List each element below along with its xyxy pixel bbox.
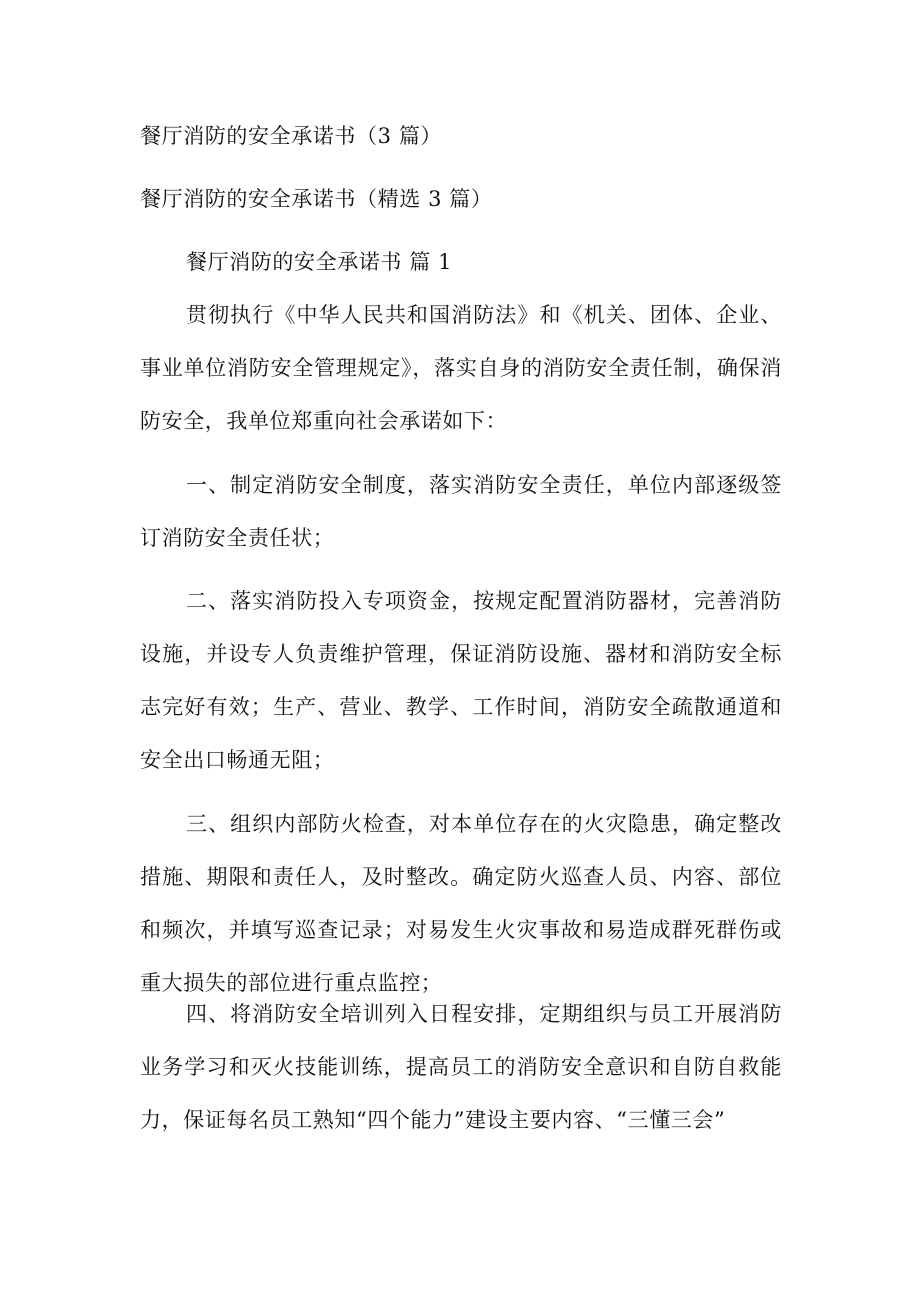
paragraph-item-2: 二、落实消防投入专项资金，按规定配置消防器材，完善消防设施，并设专人负责维护管理，保证消防设施、器材和消防安全标志完好有效；生产、营业、教学、工作时间，消防安全疏散通道和安全出口畅通无阻； — [140, 589, 782, 772]
paragraph-item-4: 四、将消防安全培训列入日程安排，定期组织与员工开展消防业务学习和灭火技能训练，提高员工的消防安全意识和自防自救能力，保证每名员工熟知“四个能力”建设主要内容、“三懂三会” — [140, 1002, 782, 1132]
paragraph-item-3: 三、组织内部防火检查，对本单位存在的火灾隐患，确定整改措施、期限和责任人，及时整改。确定防火巡查人员、内容、部位和频次，并填写巡查记录；对易发生火灾事故和易造成群死群伤或重大损失的部位进行重点监控； — [140, 812, 782, 995]
document-title: 餐厅消防的安全承诺书（3 篇） — [140, 124, 443, 148]
section-heading: 餐厅消防的安全承诺书 篇 1 — [186, 250, 453, 274]
paragraph-item-1: 一、制定消防安全制度，落实消防安全责任，单位内部逐级签订消防安全责任状； — [140, 473, 782, 550]
document-subtitle: 餐厅消防的安全承诺书（精选 3 篇） — [140, 187, 493, 211]
paragraph-intro: 贯彻执行《中华人民共和国消防法》和《机关、团体、企业、事业单位消防安全管理规定》，落实自身的消防安全责任制，确保消防安全，我单位郑重向社会承诺如下： — [140, 303, 782, 433]
